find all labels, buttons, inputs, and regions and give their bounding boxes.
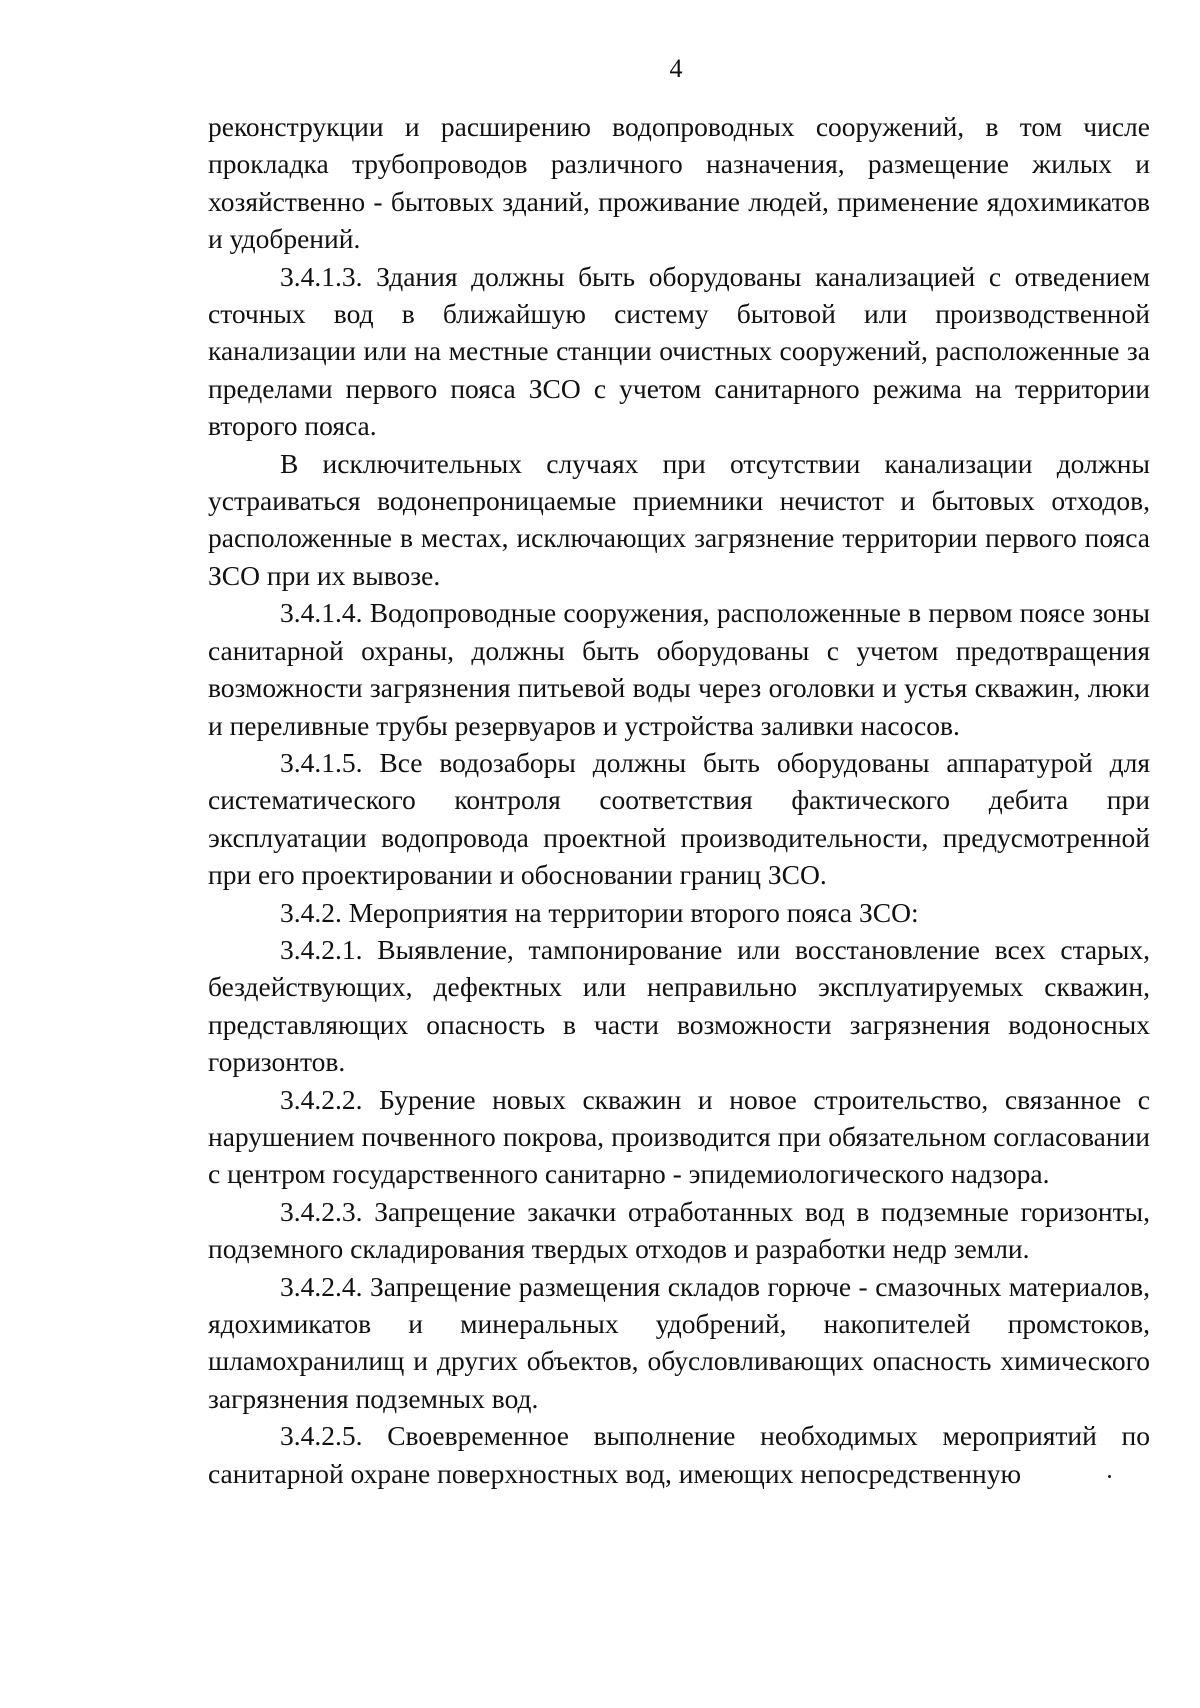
paragraph-exceptional-cases: В исключительных случаях при отсутствии канализации должны устраиваться водонепроницаемые приемники нечистот и бытовых отходов, расположенные в местах, исключающих загрязнение территории первого пояса ЗСО при их вывозе. bbox=[208, 447, 1150, 591]
paragraph-3-4-2-2: 3.4.2.2. Бурение новых скважин и новое строительство, связанное с нарушением почвенного покрова, производится при обязательном согласовании с центром государственного санитарно - эпидемиологического надзора. bbox=[208, 1083, 1150, 1190]
paragraph-3-4-2-4: 3.4.2.4. Запрещение размещения складов горюче - смазочных материалов, ядохимикатов и минеральных удобрений, накопителей промстоков, шламохранилищ и других объектов, обусловливающих опасность химического загрязнения подземных вод. bbox=[208, 1270, 1150, 1414]
paragraph-3-4-2-3: 3.4.2.3. Запрещение закачки отработанных вод в подземные горизонты, подземного складирования твердых отходов и разработки недр земли. bbox=[208, 1195, 1150, 1265]
page-number: 4 bbox=[669, 54, 683, 83]
document-body bbox=[208, 108, 1150, 1492]
scan-artifact-dot bbox=[1108, 1475, 1111, 1478]
paragraph-3-4-2-1: 3.4.2.1. Выявление, тампонирование или восстановление всех старых, бездействующих, дефектных или неправильно эксплуатируемых скважин, представляющих опасность в части возможности загрязнения водоносных горизонтов. bbox=[208, 933, 1150, 1078]
paragraph-3-4-1-4: 3.4.1.4. Водопроводные сооружения, расположенные в первом поясе зоны санитарной охраны, должны быть оборудованы с учетом предотвращения возможности загрязнения питьевой воды через оголовки и устья скважин, люки и переливные трубы резервуаров и устройства заливки насосов. bbox=[208, 597, 1150, 741]
paragraph-3-4-2-heading: 3.4.2. Мероприятия на территории второго пояса ЗСО: bbox=[280, 896, 919, 928]
paragraph-continuation: реконструкции и расширению водопроводных сооружений, в том числе прокладка трубопроводов различного назначения, размещение жилых и хозяйственно - бытовых зданий, проживание людей, применение ядохимикатов и удобрений. bbox=[208, 111, 1150, 255]
paragraph-3-4-2-5: 3.4.2.5. Своевременное выполнение необходимых мероприятий по санитарной охране поверхностных вод, имеющих непосредственную bbox=[208, 1420, 1150, 1489]
paragraph-3-4-1-3: 3.4.1.3. Здания должны быть оборудованы канализацией с отведением сточных вод в ближайшую систему бытовой или производственной канализации или на местные станции очистных сооружений, расположенные за пределами первого пояса ЗСО с учетом санитарного режима на территории второго пояса. bbox=[208, 260, 1150, 442]
paragraph-3-4-1-5: 3.4.1.5. Все водозаборы должны быть оборудованы аппаратурой для систематического контроля соответствия фактического дебита при эксплуатации водопровода проектной производительности, предусмотренной при его проектировании и обосновании границ ЗСО. bbox=[208, 746, 1150, 891]
